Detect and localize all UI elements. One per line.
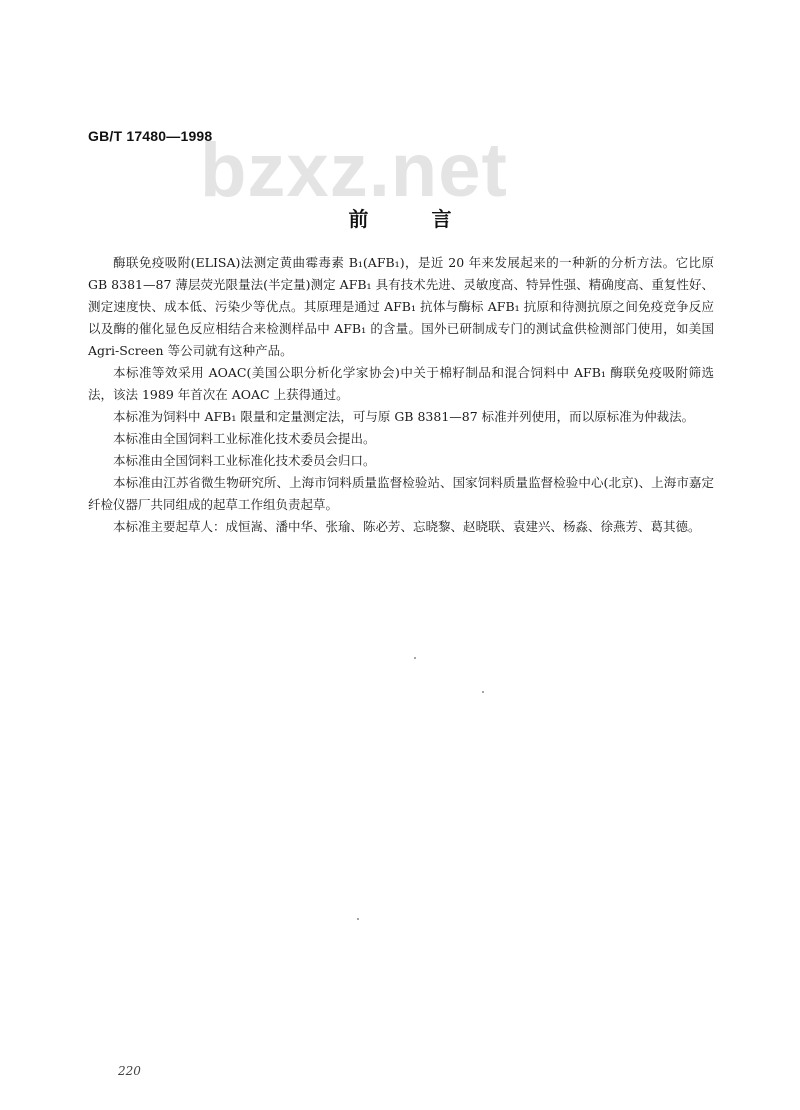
document-code: GB/T 17480—1998 <box>88 128 213 144</box>
paragraph-4: 本标准由全国饲料工业标准化技术委员会提出。 <box>113 431 376 446</box>
body-text <box>88 252 714 538</box>
scan-speck <box>414 657 416 659</box>
page-title: 前 言 <box>348 207 480 231</box>
paragraph-3: 本标准为饲料中 AFB₁ 限量和定量测定法，可与原 GB 8381—87 标准并列使用，而以原标准为仲裁法。 <box>113 409 695 424</box>
paragraph-6: 本标准由江苏省微生物研究所、上海市饲料质量监督检验站、国家饲料质量监督检验中心(北京)、上海市嘉定纤检仪器厂共同组成的起草工作组负责起草。 <box>88 475 714 512</box>
paragraph-1: 酶联免疫吸附(ELISA)法测定黄曲霉毒素 B₁(AFB₁)，是近 20 年来发展起来的一种新的分析方法。它比原 GB 8381—87 薄层荧光限量法(半定量)测定 AFB₁ 具有技术先进、灵敏度高、特异性强、精确度高、重复性好、测定速度快、成本低、污染少等优点。其原理是通过 AFB₁ 抗体与酶标 AFB₁ 抗原和待测抗原之间免疫竞争反应以及酶的催化显色反应相结合来检测样品中 AFB₁ 的含量。国外已研制成专门的测试盒供检测部门使用，如美国 Agri-Screen 等公司就有这种产品。 <box>88 255 714 358</box>
page-number: 220 <box>118 1064 141 1078</box>
paragraph-7: 本标准主要起草人：成恒嵩、潘中华、张瑜、陈必芳、忘晓黎、赵晓联、袁建兴、杨淼、徐燕芳、葛其德。 <box>113 519 701 534</box>
paragraph-2: 本标准等效采用 AOAC(美国公职分析化学家协会)中关于棉籽制品和混合饲料中 AFB₁ 酶联免疫吸附筛选法，该法 1989 年首次在 AOAC 上获得通过。 <box>88 365 714 402</box>
scan-speck <box>357 918 359 920</box>
watermark: bzxz.net <box>200 128 508 213</box>
paragraph-5: 本标准由全国饲料工业标准化技术委员会归口。 <box>113 453 376 468</box>
scan-speck <box>482 691 484 693</box>
